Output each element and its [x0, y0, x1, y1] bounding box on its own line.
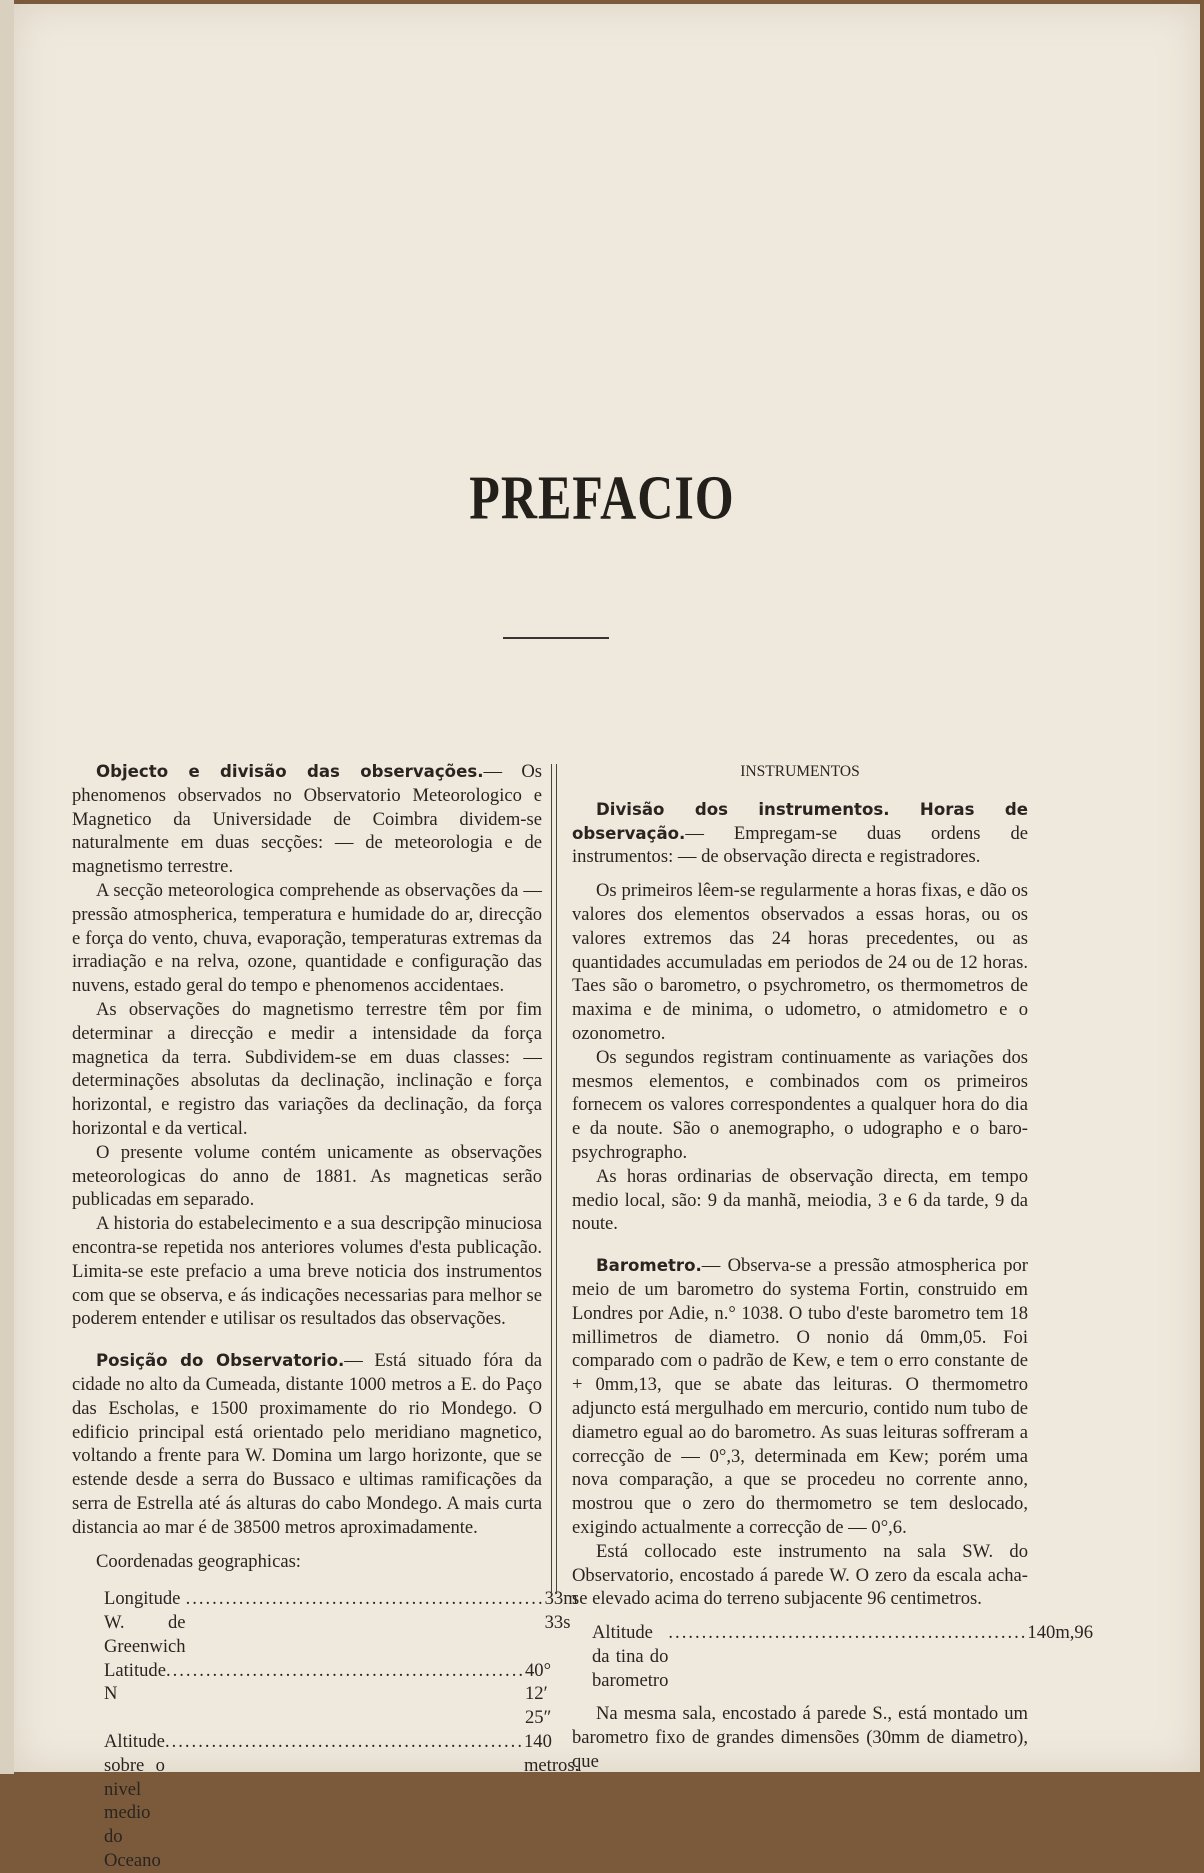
coords-label: Longitude W. de Greenwich	[104, 1588, 186, 1657]
primeiros-paragraph: Os primeiros lêem-se regularmente a horas fixas, e dão os valores dos elementos observados a essas horas, ou os valores extremos das 24 horas precedentes, ou as quantidades accumuladas em periodos de 24 ou de 12 horas. Taes são o barometro, o psychrometro, os thermometros de maxima e de minima, o udometro, o atmidometro e o ozonometro.	[572, 880, 1028, 1044]
barometro-paragraph	[572, 1254, 1028, 1540]
mesma-paragraph: Na mesma sala, encostado á parede S., está montado um barometro fixo de grandes dimensões (30mm de diametro), que	[572, 1703, 1028, 1773]
column-divider	[551, 764, 557, 1594]
magn-paragraph: As observações do magnetismo terrestre têm por fim determinar a direcção e medir a intensidade da força magnetica da terra. Subdividem-se em duas classes: — determinações absolutas da declinação, inclinação e força horizontal, e registro das variações da declinação, da força horizontal e da vertical.	[72, 998, 542, 1139]
page-title: PREFACIO	[469, 462, 735, 532]
section-heading: INSTRUMENTOS	[740, 763, 860, 780]
meteo-paragraph: A secção meteorologica comprehende as observações da — pressão atmospherica, temperatura e humidade do ar, direcção e força do vento, chuva, evaporação, temperaturas extremas da irradiação e na relva, ozone, quantidade e configuração das nuvens, estado geral do tempo e phenomenos accidentaes.	[72, 879, 542, 997]
coords-row	[72, 1659, 552, 1730]
posicao-text: — Está situado fóra da cidade no alto da Cumeada, distante 1000 metros a E. do Paço das Escholas, e 1500 proximamente do rio Mondego. O edificio principal está orientado pelo meridiano magnetico, voltando a frente para W. Domina um largo horizonte, que se estende desde a serra do Bussaco e ultimas ramificações da serra de Estrella até ás alturas do cabo Mondego. A mais curta distancia ao mar é de 38500 metros aproximadamente.	[72, 1350, 542, 1538]
altitude-label: Altitude da tina do barometro	[592, 1622, 669, 1691]
barometro-heading: Barometro.	[596, 1256, 702, 1276]
altitude-row	[572, 1621, 1094, 1692]
divisao-paragraph	[572, 798, 1028, 869]
historia-paragraph: A historia do estabelecimento e a sua descripção minuciosa encontra-se repetida nos anteriores volumes d'esta publicação. Limita-se este prefacio a uma breve noticia dos instrumentos com que se observa, e ás indicações necessarias para melhor se poderem entender e utilisar os resultados das observações.	[72, 1213, 542, 1330]
coords-label: Altitude sobre o nivel medio do Oceano	[104, 1731, 165, 1872]
volume-paragraph: O presente volume contém unicamente as observações meteorologicas do anno de 1881. As magneticas serão publicadas em separado.	[72, 1141, 542, 1211]
leader-dots: ......................................................	[164, 1731, 524, 1753]
objecto-text: — Os phenomenos observados no Observatorio Meteorologico e Magnetico da Universidade de Coimbra dividem-se naturalmente em duas secções: — de meteorologia e de magnetismo terrestre.	[72, 761, 543, 878]
objecto-paragraph	[72, 760, 542, 879]
leader-dots: ......................................................	[185, 1588, 545, 1610]
divisao-heading: Divisão dos instrumentos. Horas de observação.	[572, 799, 1028, 843]
divisao-text: — Empregam-se duas ordens de instrumentos: — de observação directa e registradores.	[572, 822, 1028, 868]
horas-paragraph: As horas ordinarias de observação directa, em tempo medio local, são: 9 da manhã, meiodia, 3 e 6 da tarde, 9 da noute.	[572, 1165, 1028, 1235]
leader-dots: ......................................................	[165, 1659, 525, 1681]
leader-dots: ......................................................	[668, 1622, 1028, 1644]
left-column	[72, 760, 580, 1873]
altitude-value: 140m,96	[1027, 1622, 1094, 1644]
page-spine	[0, 0, 14, 1774]
posicao-heading: Posição do Observatorio.	[96, 1351, 345, 1371]
coords-intro: Coordenadas geographicas:	[96, 1550, 301, 1572]
coords-row	[72, 1587, 578, 1658]
collocado-paragraph: Está collocado este instrumento na sala SW. do Observatorio, encostado á parede W. O zero da escala acha-se elevado acima do terreno subjacente 96 centimetros.	[572, 1540, 1028, 1610]
coords-label: Latitude N	[104, 1659, 166, 1705]
coords-value: 33m 33s	[544, 1588, 578, 1634]
barometro-text: — Observa-se a pressão atmospherica por meio de um barometro do systema Fortin, construido em Londres por Adie, n.° 1038. O tubo d'este barometro tem 18 millimetros de diametro. O nonio dá 0mm,05. Foi comparado com o padrão de Kew, e tem o erro constante de + 0mm,13, que se abate das leituras. O thermometro adjuncto está mergulhado em mercurio, contido num tubo de diametro egual ao do barometro. As suas leituras soffreram a correcção de — 0°,3, determinada em Kew; porém uma nova comparação, a que se procedeu no corrente anno, mostrou que o zero do thermometro se tem deslocado, exigindo actualmente a correcção de — 0°,6.	[572, 1255, 1028, 1538]
coords-table	[72, 1587, 580, 1873]
title-rule	[503, 637, 609, 639]
right-column	[572, 760, 1094, 1774]
objecto-heading: Objecto e divisão das observações.	[96, 762, 484, 781]
coords-row	[72, 1730, 580, 1873]
coords-value: 40° 12′ 25″	[524, 1659, 552, 1729]
posicao-paragraph	[72, 1349, 542, 1539]
coords-value: 140 metros.	[523, 1731, 580, 1776]
segundos-paragraph: Os segundos registram continuamente as variações dos mesmos elementos, e combinados com os primeiros fornecem os valores correspondentes a qualquer hora do dia e da noute. São o anemographo, o udographo e o baro-psychrographo.	[572, 1046, 1028, 1163]
